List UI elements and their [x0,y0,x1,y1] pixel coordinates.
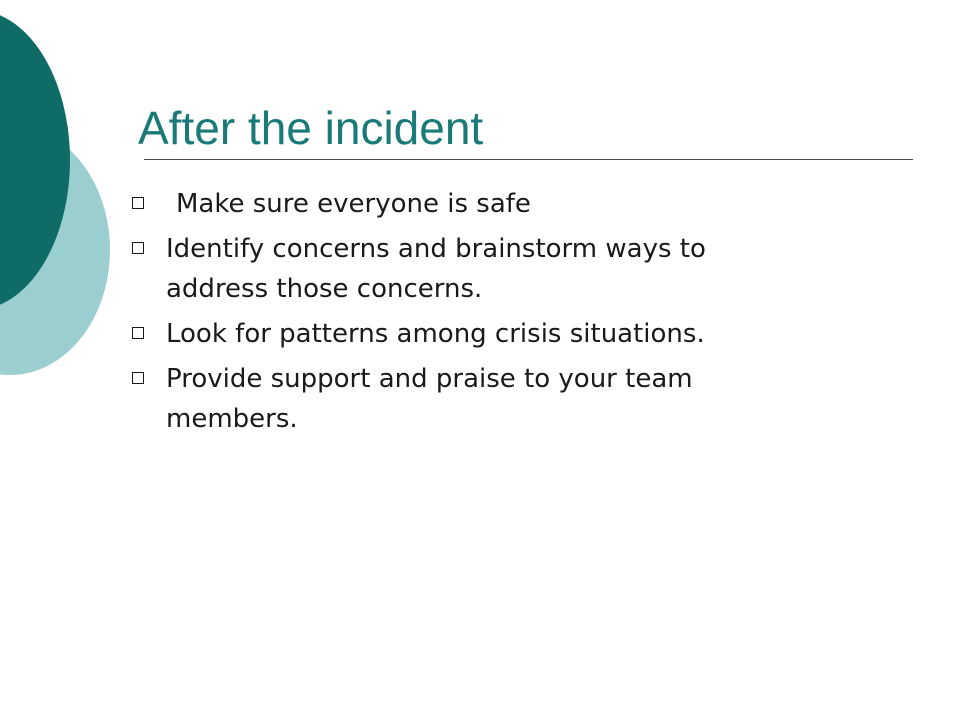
bullet-item [128,184,748,224]
bullet-text: Identify concerns and brainstorm ways to address those concerns. [166,234,706,304]
bullet-item [128,359,748,439]
square-outline-bullet-icon [132,327,144,339]
title-divider [144,159,913,160]
square-outline-bullet-icon [132,242,144,254]
slide-title: After the incident [138,102,484,154]
bullet-text: Look for patterns among crisis situations. [166,319,705,349]
square-outline-bullet-icon [132,197,144,209]
bullet-text: Make sure everyone is safe [176,189,531,219]
bullet-item [128,314,748,354]
bullet-text: Provide support and praise to your team members. [166,364,693,434]
square-outline-bullet-icon [132,372,144,384]
bullet-item [128,229,748,309]
bullet-list [128,184,748,444]
